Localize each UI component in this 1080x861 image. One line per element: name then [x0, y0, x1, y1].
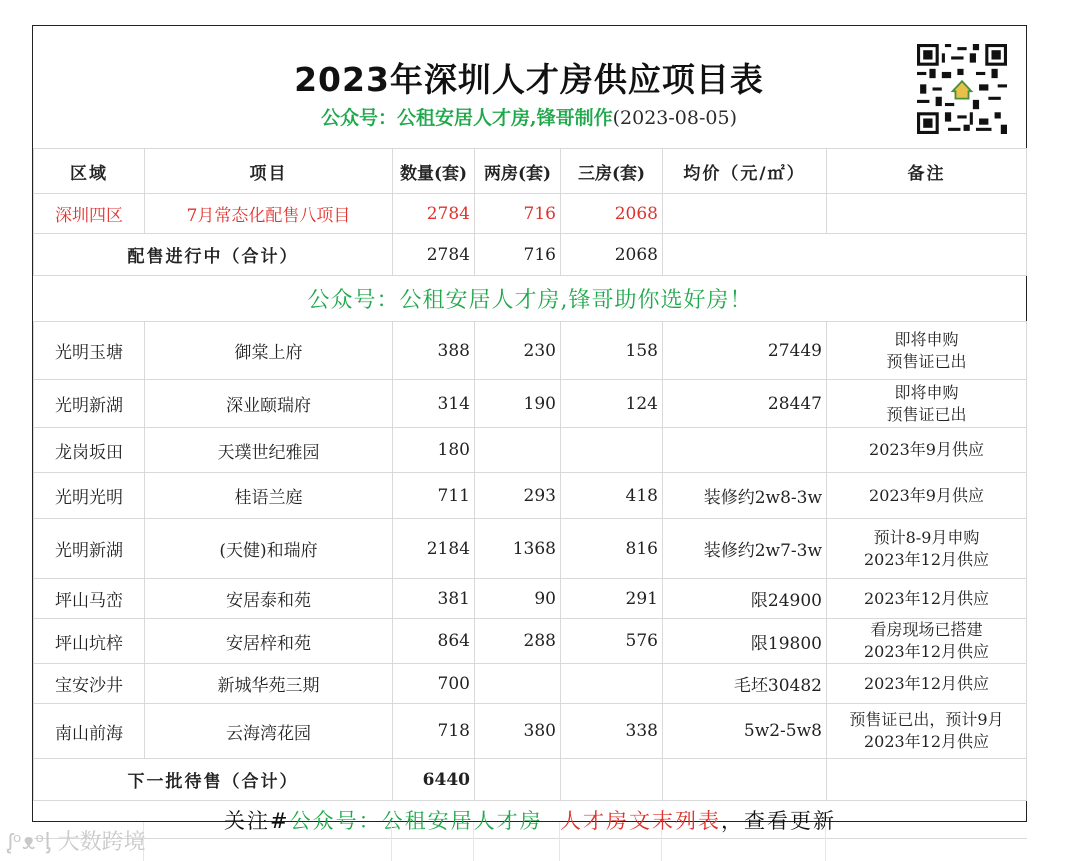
- col-header-note: 备注: [827, 149, 1027, 194]
- grid-line: [473, 822, 474, 861]
- cell-price: 27449: [663, 322, 827, 380]
- page-title: 2023年深圳人才房供应项目表: [294, 60, 764, 99]
- table-row: [34, 619, 1027, 664]
- cell-qty: 2784: [393, 194, 475, 234]
- col-header-qty: 数量(套): [393, 149, 475, 194]
- table-row: [34, 704, 1027, 759]
- cell-area: 坪山坑梓: [34, 619, 145, 664]
- table-row: [34, 519, 1027, 579]
- cell-project: 新城华苑三期: [145, 664, 393, 704]
- col-header-project: 项目: [145, 149, 393, 194]
- cell-price: 5w2-5w8: [663, 704, 827, 759]
- cell-three: 576: [561, 619, 663, 664]
- note-line: 2023年12月供应: [863, 588, 990, 608]
- table-row-next-sum: [34, 759, 1027, 801]
- note-line: 预售证已出，预计9月: [849, 710, 1004, 729]
- cell-price: 28447: [663, 380, 827, 428]
- table-row: [34, 473, 1027, 519]
- banner-row: [34, 276, 1027, 322]
- cell-two: 293: [475, 473, 561, 519]
- cell-area: 龙岗坂田: [34, 428, 145, 473]
- supply-table: [33, 148, 1027, 839]
- table-row: [34, 380, 1027, 428]
- note-line: 预计8-9月申购: [873, 527, 980, 547]
- cell-three: 291: [561, 579, 663, 619]
- footer-update: ，查看更新: [720, 808, 836, 833]
- cell-project: (天健)和瑞府: [145, 519, 393, 579]
- table-header: [34, 149, 1027, 194]
- cell-price: 毛坯30482: [663, 664, 827, 704]
- cell-three: 2068: [561, 194, 663, 234]
- cell-three: 124: [561, 380, 663, 428]
- cell-project: 天璞世纪雅园: [145, 428, 393, 473]
- cell-area: 宝安沙井: [34, 664, 145, 704]
- cell-qty: 314: [393, 380, 475, 428]
- note-line: 预售证已出: [886, 404, 967, 424]
- qr-code-icon: [917, 44, 1007, 134]
- cell-three: 158: [561, 322, 663, 380]
- cell-project: 深业颐瑞府: [145, 380, 393, 428]
- watermark-icon: ᶘᵒᴥᵒᶅ: [8, 830, 51, 855]
- cell-area: 南山前海: [34, 704, 145, 759]
- sum-three: 2068: [561, 234, 663, 276]
- grid-line: [825, 822, 826, 861]
- cell-two: [475, 664, 561, 704]
- watermark: [8, 825, 146, 856]
- watermark-text: 大数跨境: [57, 830, 146, 855]
- trailing-grid: [32, 822, 1027, 861]
- note-line: 即将申购: [894, 382, 959, 402]
- cell-two: 230: [475, 322, 561, 380]
- document-frame: [32, 25, 1027, 833]
- grid-line: [391, 822, 392, 861]
- note-line: 2023年12月供应: [863, 549, 990, 569]
- cell-three: 816: [561, 519, 663, 579]
- sum-empty: [663, 234, 1027, 276]
- next-sum-empty: [475, 759, 561, 801]
- cell-area: 光明玉塘: [34, 322, 145, 380]
- cell-qty: 388: [393, 322, 475, 380]
- col-header-price: 均价（元/㎡）: [663, 149, 827, 194]
- table-row: [34, 322, 1027, 380]
- cell-project: 安居梓和苑: [145, 619, 393, 664]
- banner-text: 公众号：公租安居人才房,锋哥助你选好房！: [34, 276, 1027, 322]
- sum-two: 716: [475, 234, 561, 276]
- cell-area: 光明光明: [34, 473, 145, 519]
- cell-area: 坪山马峦: [34, 579, 145, 619]
- col-header-three: 三房(套): [561, 149, 663, 194]
- cell-note: [827, 664, 1027, 704]
- cell-price: 限24900: [663, 579, 827, 619]
- cell-two: 90: [475, 579, 561, 619]
- cell-two: [475, 428, 561, 473]
- table-row-current: [34, 194, 1027, 234]
- cell-note: [827, 579, 1027, 619]
- cell-qty: 381: [393, 579, 475, 619]
- table-row: [34, 664, 1027, 704]
- note-line: 2023年12月供应: [863, 642, 990, 661]
- footer-follow: 关注#: [224, 808, 290, 833]
- cell-price: 装修约2w8-3w: [663, 473, 827, 519]
- footer-list: 人才房文末列表: [559, 808, 721, 833]
- note-line: 2023年12月供应: [863, 673, 990, 693]
- cell-note: [827, 473, 1027, 519]
- note-line: 2023年12月供应: [863, 732, 990, 751]
- next-sum-empty: [561, 759, 663, 801]
- cell-price: 限19800: [663, 619, 827, 664]
- cell-two: 190: [475, 380, 561, 428]
- next-sum-empty: [827, 759, 1027, 801]
- cell-area: 光明新湖: [34, 380, 145, 428]
- cell-project: 桂语兰庭: [145, 473, 393, 519]
- cell-project: 御棠上府: [145, 322, 393, 380]
- cell-three: [561, 664, 663, 704]
- note-line: 2023年9月供应: [869, 440, 984, 459]
- cell-note: [827, 704, 1027, 759]
- cell-note: [827, 619, 1027, 664]
- cell-area: 光明新湖: [34, 519, 145, 579]
- cell-qty: 864: [393, 619, 475, 664]
- col-header-area: 区域: [34, 149, 145, 194]
- next-sum-qty: 6440: [393, 759, 475, 801]
- cell-price: [663, 428, 827, 473]
- footer-account: 公众号：公租安居人才房: [289, 808, 543, 833]
- next-sum-empty: [663, 759, 827, 801]
- note-line: 预售证已出: [886, 351, 967, 371]
- cell-two: 1368: [475, 519, 561, 579]
- cell-note: [827, 194, 1027, 234]
- cell-qty: 180: [393, 428, 475, 473]
- col-header-two: 两房(套): [475, 149, 561, 194]
- subtitle-date: (2023-08-05): [612, 107, 737, 129]
- cell-note: [827, 519, 1027, 579]
- cell-qty: 711: [393, 473, 475, 519]
- cell-three: 418: [561, 473, 663, 519]
- grid-line: [661, 822, 662, 861]
- cell-project: 7月常态化配售八项目: [145, 194, 393, 234]
- cell-two: 380: [475, 704, 561, 759]
- table-row: [34, 579, 1027, 619]
- cell-two: 288: [475, 619, 561, 664]
- cell-area: 深圳四区: [34, 194, 145, 234]
- sum-label: 配售进行中（合计）: [34, 234, 393, 276]
- cell-price: 装修约2w7-3w: [663, 519, 827, 579]
- cell-note: [827, 428, 1027, 473]
- note-line: 即将申购: [894, 329, 959, 349]
- cell-project: 云海湾花园: [145, 704, 393, 759]
- cell-three: [561, 428, 663, 473]
- subtitle-account: 公众号：公租安居人才房,锋哥制作: [321, 107, 613, 129]
- cell-three: 338: [561, 704, 663, 759]
- sum-qty: 2784: [393, 234, 475, 276]
- cell-qty: 2184: [393, 519, 475, 579]
- next-sum-label: 下一批待售（合计）: [34, 759, 393, 801]
- cell-note: [827, 322, 1027, 380]
- title-area: [33, 26, 1025, 148]
- cell-note: [827, 380, 1027, 428]
- cell-project: 安居泰和苑: [145, 579, 393, 619]
- note-line: 2023年9月供应: [869, 485, 984, 505]
- cell-qty: 700: [393, 664, 475, 704]
- cell-qty: 718: [393, 704, 475, 759]
- note-line: 看房现场已搭建: [870, 620, 983, 639]
- table-row: [34, 428, 1027, 473]
- cell-two: 716: [475, 194, 561, 234]
- grid-line: [559, 822, 560, 861]
- cell-price: [663, 194, 827, 234]
- page-subtitle: [33, 103, 1025, 130]
- table-row-current-sum: [34, 234, 1027, 276]
